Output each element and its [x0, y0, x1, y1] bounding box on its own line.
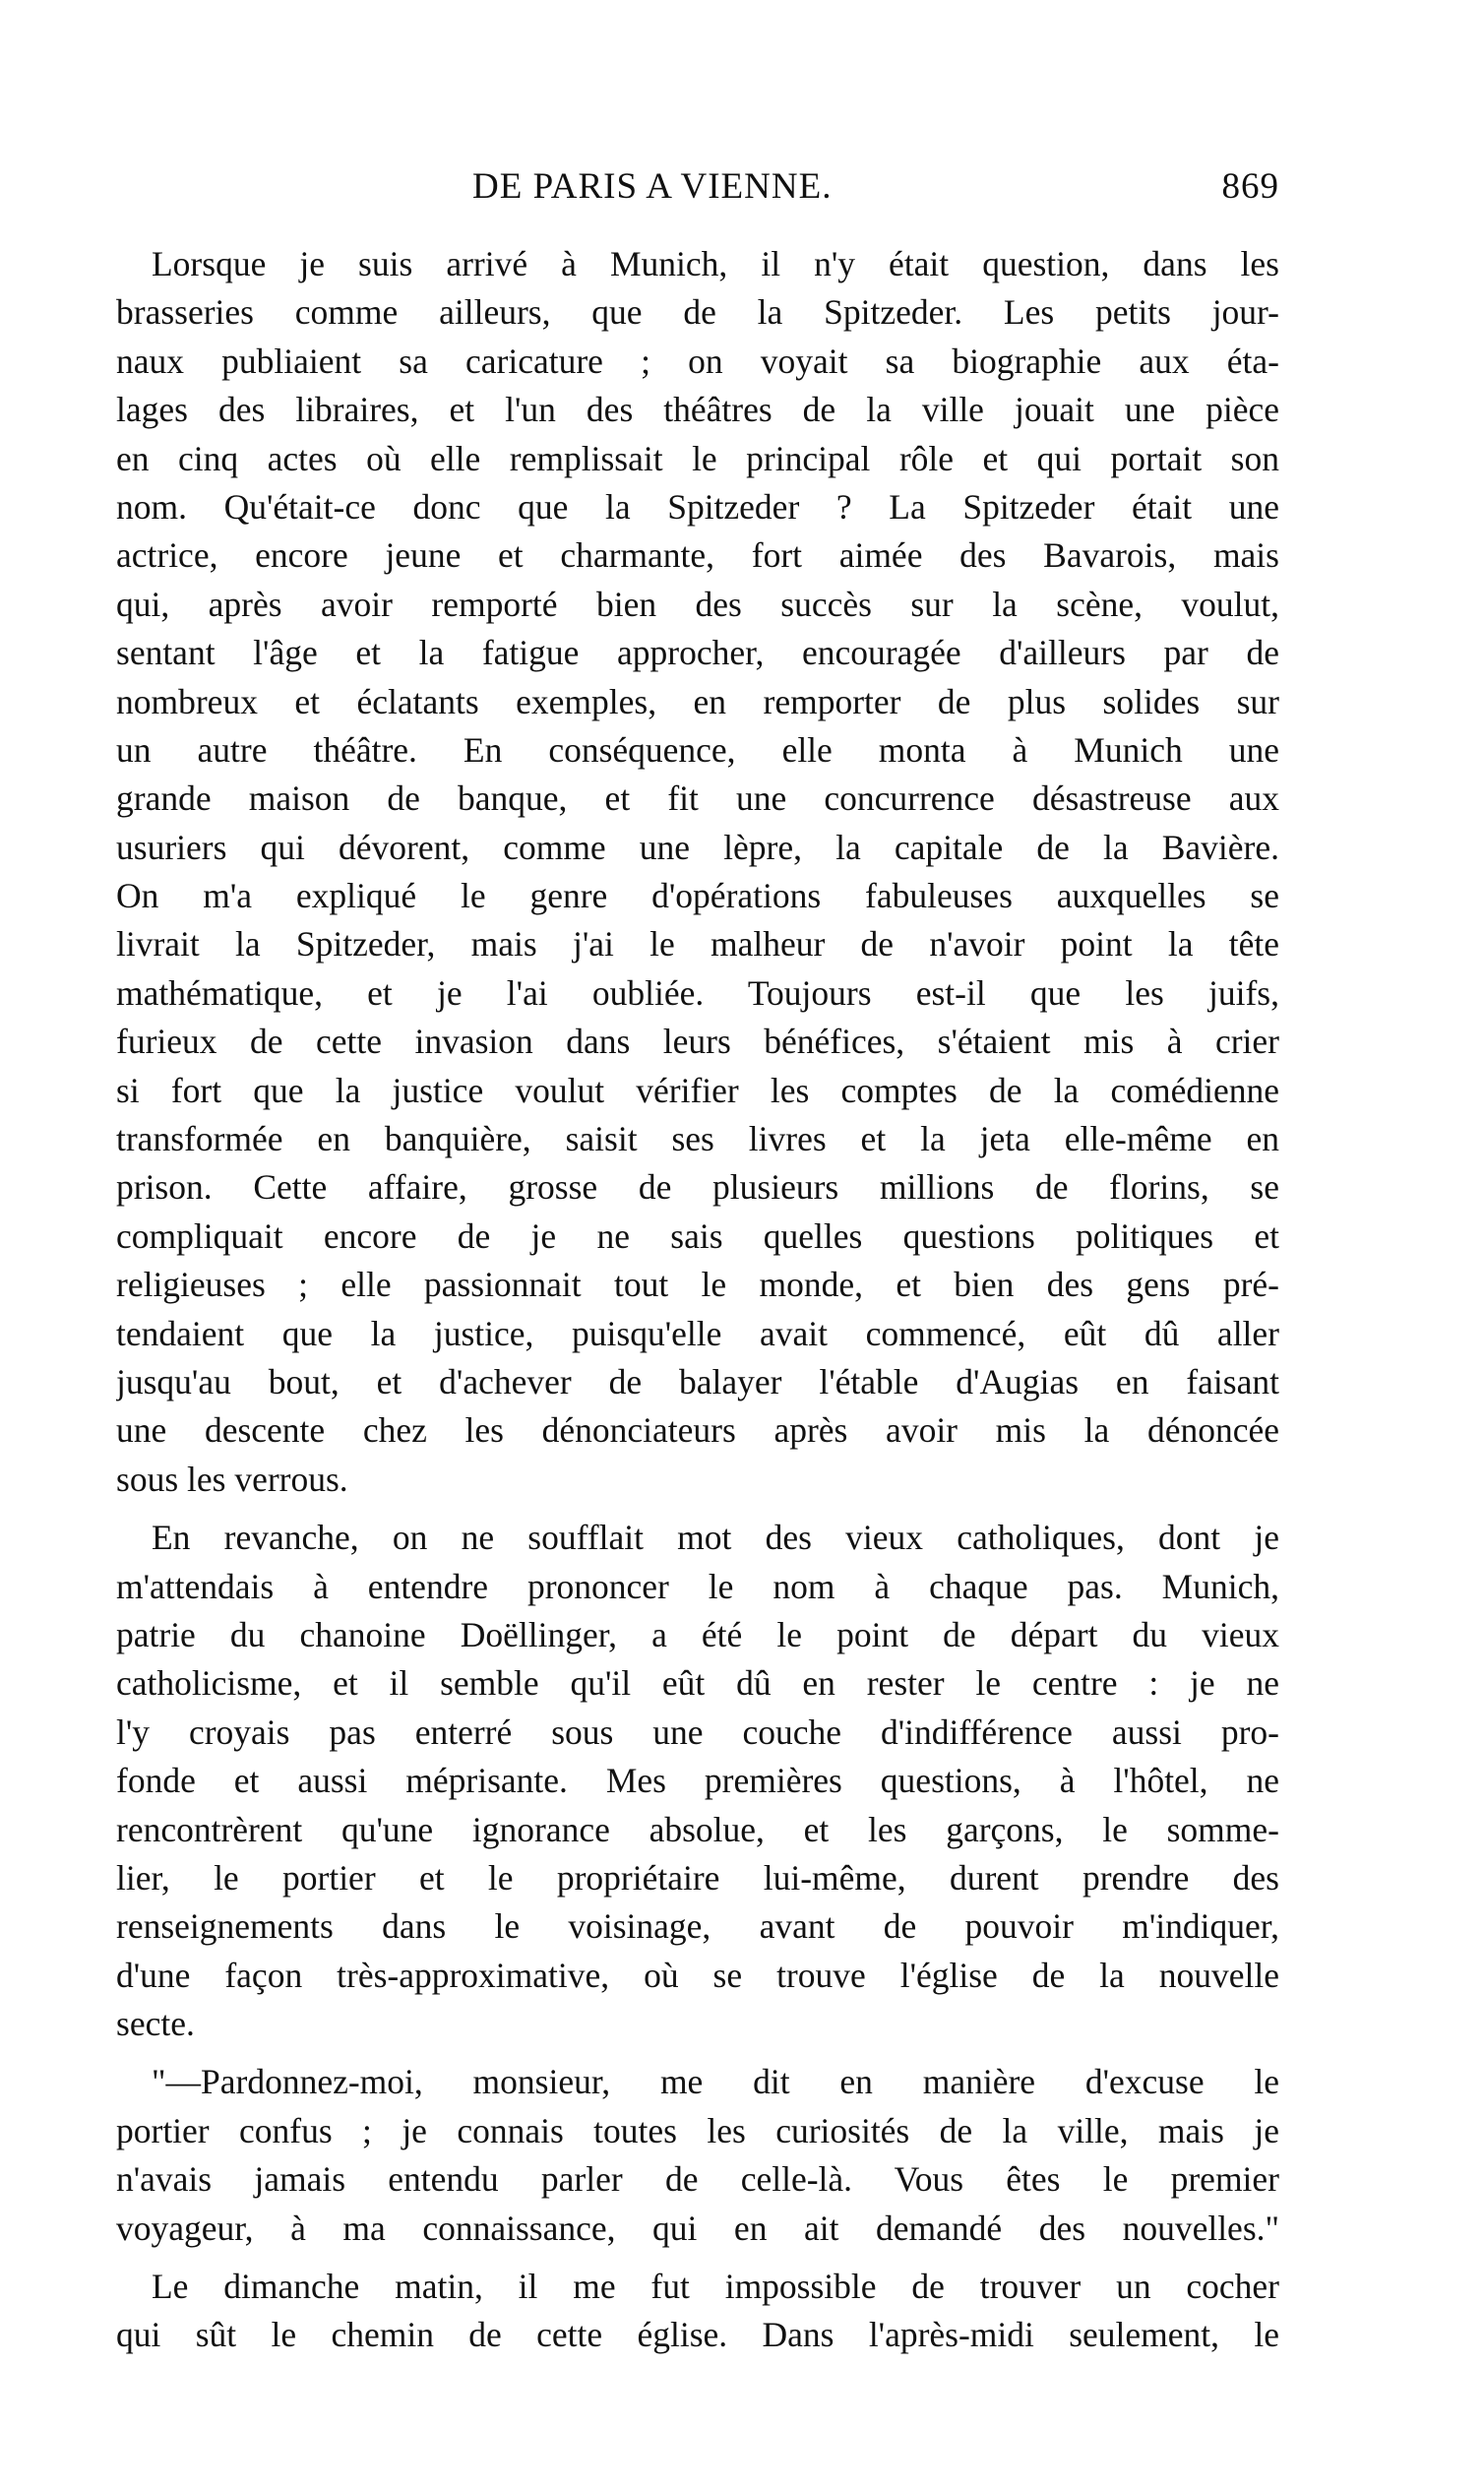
text-line: qui sût le chemin de cette église. Dans l'après-midi seulement, le — [116, 2315, 1279, 2355]
text-line: m'attendais à entendre prononcer le nom à chaque pas. Munich, — [116, 1566, 1279, 1606]
text-line: jusqu'au bout, et d'achever de balayer l'étable d'Augias en faisant — [116, 1361, 1279, 1401]
text-line: d'une façon très-approximative, où se trouve l'église de la nouvelle — [116, 1955, 1279, 1995]
text-line: sentant l'âge et la fatigue approcher, encouragée d'ailleurs par de — [116, 633, 1279, 673]
text-line: "—Pardonnez-moi, monsieur, me dit en manière d'excuse le — [152, 2062, 1279, 2102]
text-line: voyageur, à ma connaissance, qui en ait demandé des nouvelles." — [116, 2208, 1279, 2248]
text-line: usuriers qui dévorent, comme une lèpre, la capitale de la Bavière. — [116, 827, 1279, 867]
text-line: compliquait encore de je ne sais quelles questions politiques et — [116, 1215, 1279, 1256]
text-line: catholicisme, et il semble qu'il eût dû en rester le centre : je ne — [116, 1663, 1279, 1704]
text-line: On m'a expliqué le genre d'opérations fabuleuses auxquelles se — [116, 876, 1279, 916]
text-line: transformée en banquière, saisit ses livres et la jeta elle-même en — [116, 1119, 1279, 1159]
text-line: furieux de cette invasion dans leurs bénéfices, s'étaient mis à crier — [116, 1022, 1279, 1062]
paragraph-spitzeder — [116, 240, 1279, 1504]
text-line: En revanche, on ne soufflait mot des vieux catholiques, dont je — [152, 1518, 1279, 1558]
text-line: Le dimanche matin, il me fut impossible de trouver un cocher — [152, 2267, 1279, 2307]
text-line: un autre théâtre. En conséquence, elle monta à Munich une — [116, 729, 1279, 770]
paragraph-portier — [116, 2058, 1279, 2253]
text-line: nombreux et éclatants exemples, en remporter de plus solides sur — [116, 681, 1279, 721]
text-line: actrice, encore jeune et charmante, fort aimée des Bavarois, mais — [116, 535, 1279, 576]
text-line: renseignements dans le voisinage, avant de pouvoir m'indiquer, — [116, 1906, 1279, 1947]
text-line: n'avais jamais entendu parler de celle-là. Vous êtes le premier — [116, 2159, 1279, 2200]
text-line: Lorsque je suis arrivé à Munich, il n'y était question, dans les — [152, 244, 1279, 283]
paragraph-dimanche — [116, 2263, 1279, 2360]
text-line: fonde et aussi méprisante. Mes premières questions, à l'hôtel, ne — [116, 1761, 1279, 1801]
text-line: patrie du chanoine Doëllinger, a été le point de départ du vieux — [116, 1614, 1279, 1654]
paragraph-vieux-catholiques — [116, 1514, 1279, 2048]
text-line: mathématique, et je l'ai oubliée. Toujours est-il que les juifs, — [116, 972, 1279, 1013]
page-number: 869 — [1221, 166, 1279, 207]
text-line: livrait la Spitzeder, mais j'ai le malheur de n'avoir point la tête — [116, 924, 1279, 965]
running-title: DE PARIS A VIENNE. — [472, 166, 833, 207]
text-line: sous les verrous. — [116, 1459, 348, 1499]
text-line: en cinq actes où elle remplissait le principal rôle et qui portait son — [116, 438, 1279, 478]
text-line: si fort que la justice voulut vérifier les comptes de la comédienne — [116, 1070, 1279, 1110]
body-text — [116, 240, 1279, 2360]
text-line: une descente chez les dénonciateurs après avoir mis la dénoncée — [116, 1410, 1279, 1451]
text-line: qui, après avoir remporté bien des succès sur la scène, voulut, — [116, 584, 1279, 624]
text-line: religieuses ; elle passionnait tout le monde, et bien des gens pré- — [116, 1265, 1279, 1305]
text-line: lages des libraires, et l'un des théâtres de la ville jouait une pièce — [116, 390, 1279, 430]
text-line: nom. Qu'était-ce donc que la Spitzeder ? La Spitzeder était une — [116, 486, 1279, 527]
text-line: l'y croyais pas enterré sous une couche d'indifférence aussi pro- — [116, 1712, 1279, 1752]
text-line: grande maison de banque, et fit une concurrence désastreuse aux — [116, 778, 1279, 819]
page-header — [472, 165, 1279, 215]
text-line: secte. — [116, 2004, 195, 2044]
text-line: portier confus ; je connais toutes les curiosités de la ville, mais je — [116, 2110, 1279, 2150]
text-line: rencontrèrent qu'une ignorance absolue, et les garçons, le somme- — [116, 1809, 1279, 1849]
text-line: lier, le portier et le propriétaire lui-même, durent prendre des — [116, 1857, 1279, 1898]
text-line: prison. Cette affaire, grosse de plusieurs millions de florins, se — [116, 1167, 1279, 1208]
text-line: brasseries comme ailleurs, que de la Spitzeder. Les petits jour- — [116, 292, 1279, 333]
text-line: tendaient que la justice, puisqu'elle avait commencé, eût dû aller — [116, 1313, 1279, 1353]
text-line: naux publiaient sa caricature ; on voyait sa biographie aux éta- — [116, 341, 1279, 381]
